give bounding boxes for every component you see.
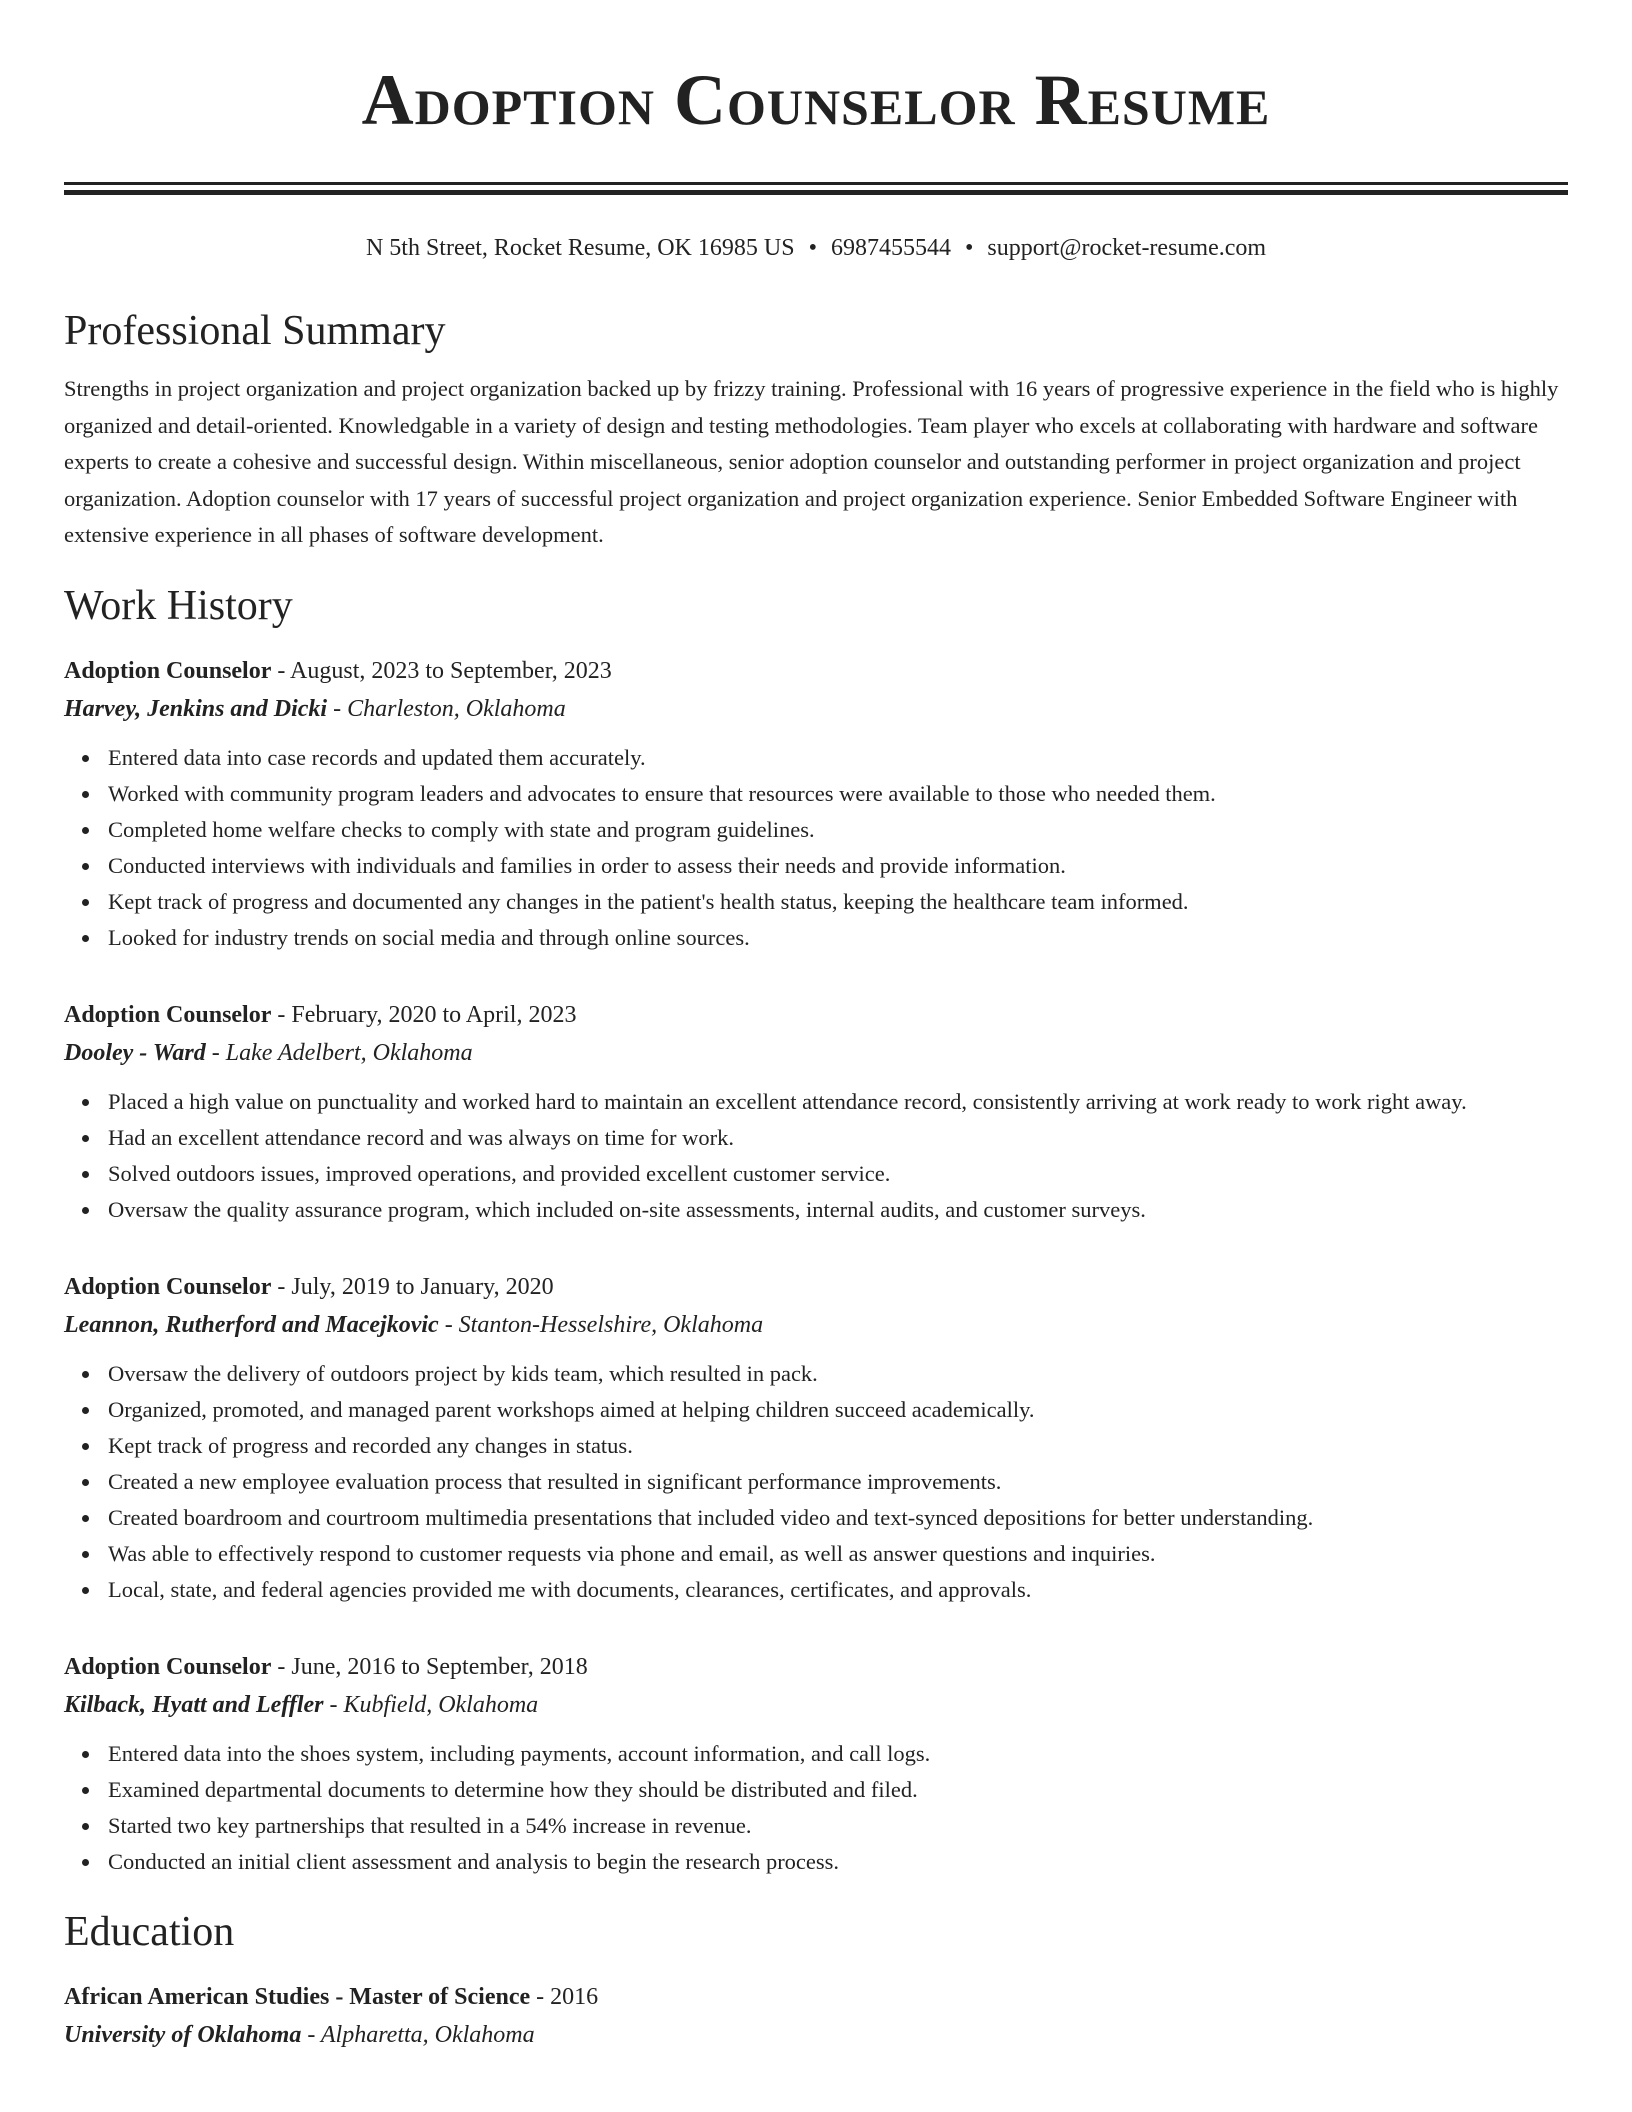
job-duty: Examined departmental documents to determine how they should be distributed and filed. (108, 1772, 1568, 1808)
title-divider (64, 182, 1568, 195)
job-duty: Created a new employee evaluation process that resulted in significant performance improvements. (108, 1464, 1568, 1500)
summary-heading: Professional Summary (64, 308, 446, 354)
job-entry (64, 996, 1568, 1228)
education-heading: Education (64, 1908, 235, 1955)
job-title-line (64, 1648, 1568, 1686)
education-year: - 2016 (530, 1983, 599, 2010)
job-entry (64, 1648, 1568, 1880)
job-duty: Completed home welfare checks to comply with state and program guidelines. (108, 812, 1568, 848)
job-title-line (64, 1268, 1568, 1306)
job-dates: - February, 2020 to April, 2023 (271, 1001, 577, 1028)
job-duties-list (64, 1084, 1568, 1228)
contact-separator: • (964, 235, 974, 261)
contact-email: support@rocket-resume.com (987, 235, 1267, 261)
job-duty: Created boardroom and courtroom multimedia presentations that included video and text-synced depositions for better understanding. (108, 1500, 1568, 1536)
job-duty: Organized, promoted, and managed parent workshops aimed at helping children succeed academically. (108, 1392, 1568, 1428)
job-duties-list (64, 1356, 1568, 1608)
job-location: - Lake Adelbert, Oklahoma (205, 1039, 473, 1066)
job-location: - Stanton-Hesselshire, Oklahoma (438, 1311, 764, 1338)
job-duty: Looked for industry trends on social media and through online sources. (108, 920, 1568, 956)
education-entry (64, 1978, 1568, 2054)
job-duty: Solved outdoors issues, improved operations, and provided excellent customer service. (108, 1156, 1568, 1192)
job-duty: Local, state, and federal agencies provided me with documents, clearances, certificates, and approvals. (108, 1572, 1568, 1608)
job-duty: Started two key partnerships that resulted in a 54% increase in revenue. (108, 1808, 1568, 1844)
job-entry (64, 652, 1568, 956)
resume-title: Adoption Counselor Resume (361, 60, 1271, 140)
education-school: University of Oklahoma (64, 2021, 302, 2048)
job-role: Adoption Counselor (64, 657, 272, 684)
contact-phone: 6987455544 (830, 235, 951, 261)
job-duty: Worked with community program leaders and advocates to ensure that resources were available to those who needed them. (108, 776, 1568, 812)
job-company-line (64, 1034, 1568, 1072)
education-degree: African American Studies - Master of Science (64, 1983, 531, 2010)
job-duty: Was able to effectively respond to customer requests via phone and email, as well as answer questions and inquiries. (108, 1536, 1568, 1572)
job-duty: Oversaw the delivery of outdoors project by kids team, which resulted in pack. (108, 1356, 1568, 1392)
job-role: Adoption Counselor (64, 1273, 272, 1300)
job-role: Adoption Counselor (64, 1653, 272, 1680)
job-company-line (64, 1306, 1568, 1344)
job-company-line (64, 1686, 1568, 1724)
job-location: - Charleston, Oklahoma (327, 695, 566, 722)
job-duty: Had an excellent attendance record and was always on time for work. (108, 1120, 1568, 1156)
job-role: Adoption Counselor (64, 1001, 272, 1028)
work-history-heading: Work History (64, 582, 293, 629)
job-company: Kilback, Hyatt and Leffler (64, 1691, 324, 1718)
job-dates: - June, 2016 to September, 2018 (271, 1653, 588, 1680)
job-title-line (64, 996, 1568, 1034)
summary-text: Strengths in project organization and project organization backed up by frizzy training. Professional with 16 years of progressive experience in the field who is highly organized and detail-oriented. Knowledgable in a variety of design and testing methodologies. Team player who excels at collaborating with hardware and software experts to create a cohesive and successful design. Within miscellaneous, senior adoption counselor and outstanding performer in project organization and project organization. Adoption counselor with 17 years of successful project organization and project organization experience. Senior Embedded Software Engineer with extensive experience in all phases of software development. (64, 376, 1559, 547)
contact-separator: • (808, 235, 817, 261)
job-duty: Conducted an initial client assessment and analysis to begin the research process. (108, 1844, 1568, 1880)
education-location: - Alpharetta, Oklahoma (301, 2021, 535, 2048)
job-duty: Entered data into the shoes system, including payments, account information, and call logs. (108, 1736, 1568, 1772)
job-company-line (64, 690, 1568, 728)
job-location: - Kubfield, Oklahoma (323, 1691, 539, 1718)
job-title-line (64, 652, 1568, 690)
job-company: Harvey, Jenkins and Dicki (64, 695, 328, 722)
job-duty: Placed a high value on punctuality and worked hard to maintain an excellent attendance record, consistently arriving at work ready to work right away. (108, 1084, 1568, 1120)
contact-line (64, 231, 1568, 265)
job-company: Leannon, Rutherford and Macejkovic (64, 1311, 439, 1338)
contact-address: N 5th Street, Rocket Resume, OK 16985 US (365, 235, 795, 261)
job-entry (64, 1268, 1568, 1608)
job-company: Dooley - Ward (64, 1039, 206, 1066)
job-duty: Entered data into case records and updated them accurately. (108, 740, 1568, 776)
job-duties-list (64, 740, 1568, 956)
job-duties-list (64, 1736, 1568, 1880)
education-degree-line (64, 1978, 1568, 2016)
job-duty: Kept track of progress and documented any changes in the patient's health status, keeping the healthcare team informed. (108, 884, 1568, 920)
education-school-line (64, 2016, 1568, 2054)
job-duty: Kept track of progress and recorded any changes in status. (108, 1428, 1568, 1464)
job-duty: Oversaw the quality assurance program, which included on-site assessments, internal audits, and customer surveys. (108, 1192, 1568, 1228)
job-dates: - August, 2023 to September, 2023 (271, 657, 612, 684)
job-dates: - July, 2019 to January, 2020 (271, 1273, 554, 1300)
job-duty: Conducted interviews with individuals and families in order to assess their needs and provide information. (108, 848, 1568, 884)
